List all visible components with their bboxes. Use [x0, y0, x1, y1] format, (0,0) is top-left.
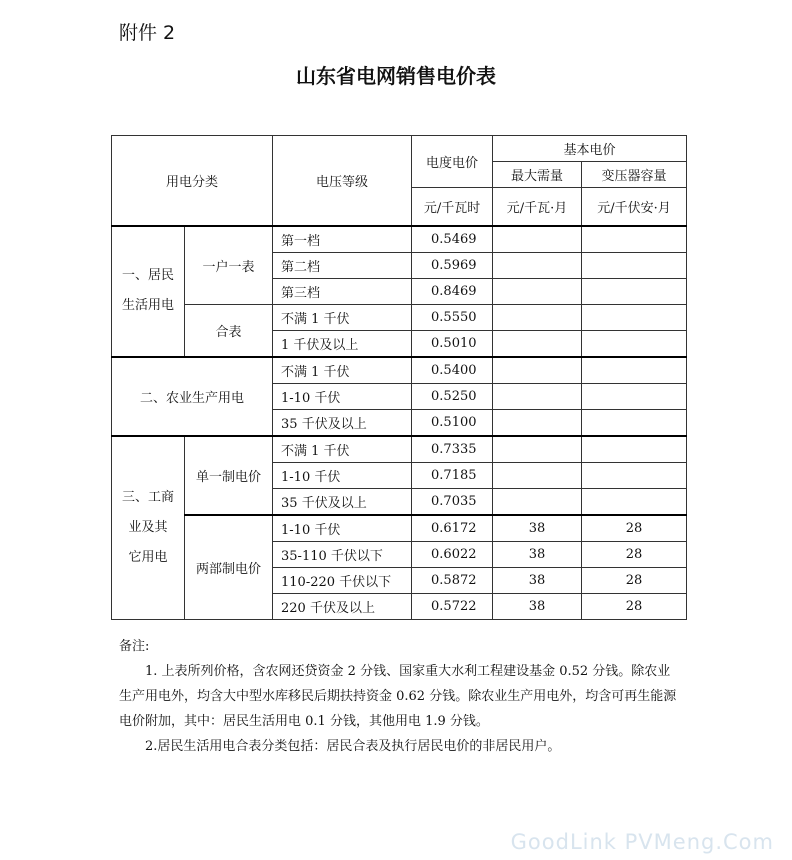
subcategory-combined: 合表	[185, 304, 273, 357]
capacity-cell: 28	[582, 541, 687, 567]
price-cell: 0.7335	[412, 436, 493, 463]
notes-heading: 备注:	[119, 639, 150, 654]
voltage-cell: 不满 1 千伏	[273, 304, 412, 330]
category-agriculture: 二、农业生产用电	[112, 357, 273, 436]
voltage-cell: 220 千伏及以上	[273, 593, 412, 619]
price-cell: 0.5250	[412, 383, 493, 409]
header-max-demand: 最大需量	[493, 162, 582, 188]
capacity-cell	[582, 304, 687, 330]
demand-cell	[493, 409, 582, 436]
capacity-cell	[582, 462, 687, 488]
demand-cell: 38	[493, 567, 582, 593]
demand-cell: 38	[493, 593, 582, 619]
voltage-cell: 35 千伏及以上	[273, 488, 412, 515]
table-row	[112, 436, 687, 463]
demand-cell	[493, 462, 582, 488]
capacity-cell: 28	[582, 593, 687, 619]
table-row	[112, 515, 687, 542]
capacity-cell	[582, 409, 687, 436]
subcategory-one-meter: 一户一表	[185, 226, 273, 305]
price-cell: 0.5400	[412, 357, 493, 384]
demand-cell	[493, 488, 582, 515]
price-table	[111, 135, 687, 620]
price-cell: 0.5010	[412, 330, 493, 357]
capacity-cell	[582, 436, 687, 463]
voltage-cell: 第三档	[273, 278, 412, 304]
voltage-cell: 1-10 千伏	[273, 462, 412, 488]
note-1: 1. 上表所列价格，含农网还贷资金 2 分钱、国家重大水利工程建设基金 0.52 分钱。除农业生产用电外，均含大中型水库移民后期扶持资金 0.62 分钱。除农业生产用电外，均含可再生能源电价附加，其中：居民生活用电 0.1 分钱，其他用电 1.9 分钱。	[119, 664, 677, 729]
price-cell: 0.5722	[412, 593, 493, 619]
header-energy-price: 电度电价	[412, 136, 493, 188]
header-max-demand-unit: 元/千瓦·月	[493, 188, 582, 226]
voltage-cell: 不满 1 千伏	[273, 357, 412, 384]
watermark: GoodLink PVMeng.Com	[510, 830, 774, 854]
table-row	[112, 226, 687, 253]
capacity-cell	[582, 226, 687, 253]
demand-cell	[493, 436, 582, 463]
header-transformer: 变压器容量	[582, 162, 687, 188]
voltage-cell: 110-220 千伏以下	[273, 567, 412, 593]
voltage-cell: 35 千伏及以上	[273, 409, 412, 436]
demand-cell	[493, 278, 582, 304]
notes	[119, 634, 679, 759]
voltage-cell: 35-110 千伏以下	[273, 541, 412, 567]
price-cell: 0.5969	[412, 252, 493, 278]
voltage-cell: 1 千伏及以上	[273, 330, 412, 357]
capacity-cell	[582, 278, 687, 304]
demand-cell	[493, 304, 582, 330]
capacity-cell	[582, 488, 687, 515]
header-basic-price: 基本电价	[493, 136, 687, 162]
demand-cell	[493, 252, 582, 278]
capacity-cell: 28	[582, 567, 687, 593]
voltage-cell: 不满 1 千伏	[273, 436, 412, 463]
capacity-cell	[582, 357, 687, 384]
price-cell: 0.6172	[412, 515, 493, 542]
subcategory-single: 单一制电价	[185, 436, 273, 515]
price-cell: 0.5550	[412, 304, 493, 330]
capacity-cell: 28	[582, 515, 687, 542]
voltage-cell: 第一档	[273, 226, 412, 253]
capacity-cell	[582, 252, 687, 278]
header-category: 用电分类	[112, 136, 273, 226]
demand-cell	[493, 383, 582, 409]
table-row	[112, 304, 687, 330]
price-cell: 0.7185	[412, 462, 493, 488]
price-cell: 0.8469	[412, 278, 493, 304]
price-cell: 0.5100	[412, 409, 493, 436]
price-cell: 0.7035	[412, 488, 493, 515]
demand-cell	[493, 226, 582, 253]
voltage-cell: 1-10 千伏	[273, 515, 412, 542]
header-energy-unit: 元/千瓦时	[412, 188, 493, 226]
subcategory-two-part: 两部制电价	[185, 515, 273, 620]
demand-cell	[493, 357, 582, 384]
price-cell: 0.5872	[412, 567, 493, 593]
demand-cell	[493, 330, 582, 357]
note-2: 2.居民生活用电合表分类包括：居民合表及执行居民电价的非居民用户。	[145, 739, 561, 754]
voltage-cell: 1-10 千伏	[273, 383, 412, 409]
header-row-1	[112, 136, 687, 162]
capacity-cell	[582, 330, 687, 357]
price-cell: 0.6022	[412, 541, 493, 567]
header-transformer-unit: 元/千伏安·月	[582, 188, 687, 226]
attachment-label: 附件 2	[119, 22, 176, 44]
category-residential: 一、居民 生活用电	[112, 226, 185, 357]
price-cell: 0.5469	[412, 226, 493, 253]
table-row	[112, 357, 687, 384]
page-title: 山东省电网销售电价表	[296, 64, 496, 88]
category-commercial: 三、工商 业及其 它用电	[112, 436, 185, 620]
demand-cell: 38	[493, 541, 582, 567]
voltage-cell: 第二档	[273, 252, 412, 278]
capacity-cell	[582, 383, 687, 409]
header-voltage: 电压等级	[273, 136, 412, 226]
demand-cell: 38	[493, 515, 582, 542]
